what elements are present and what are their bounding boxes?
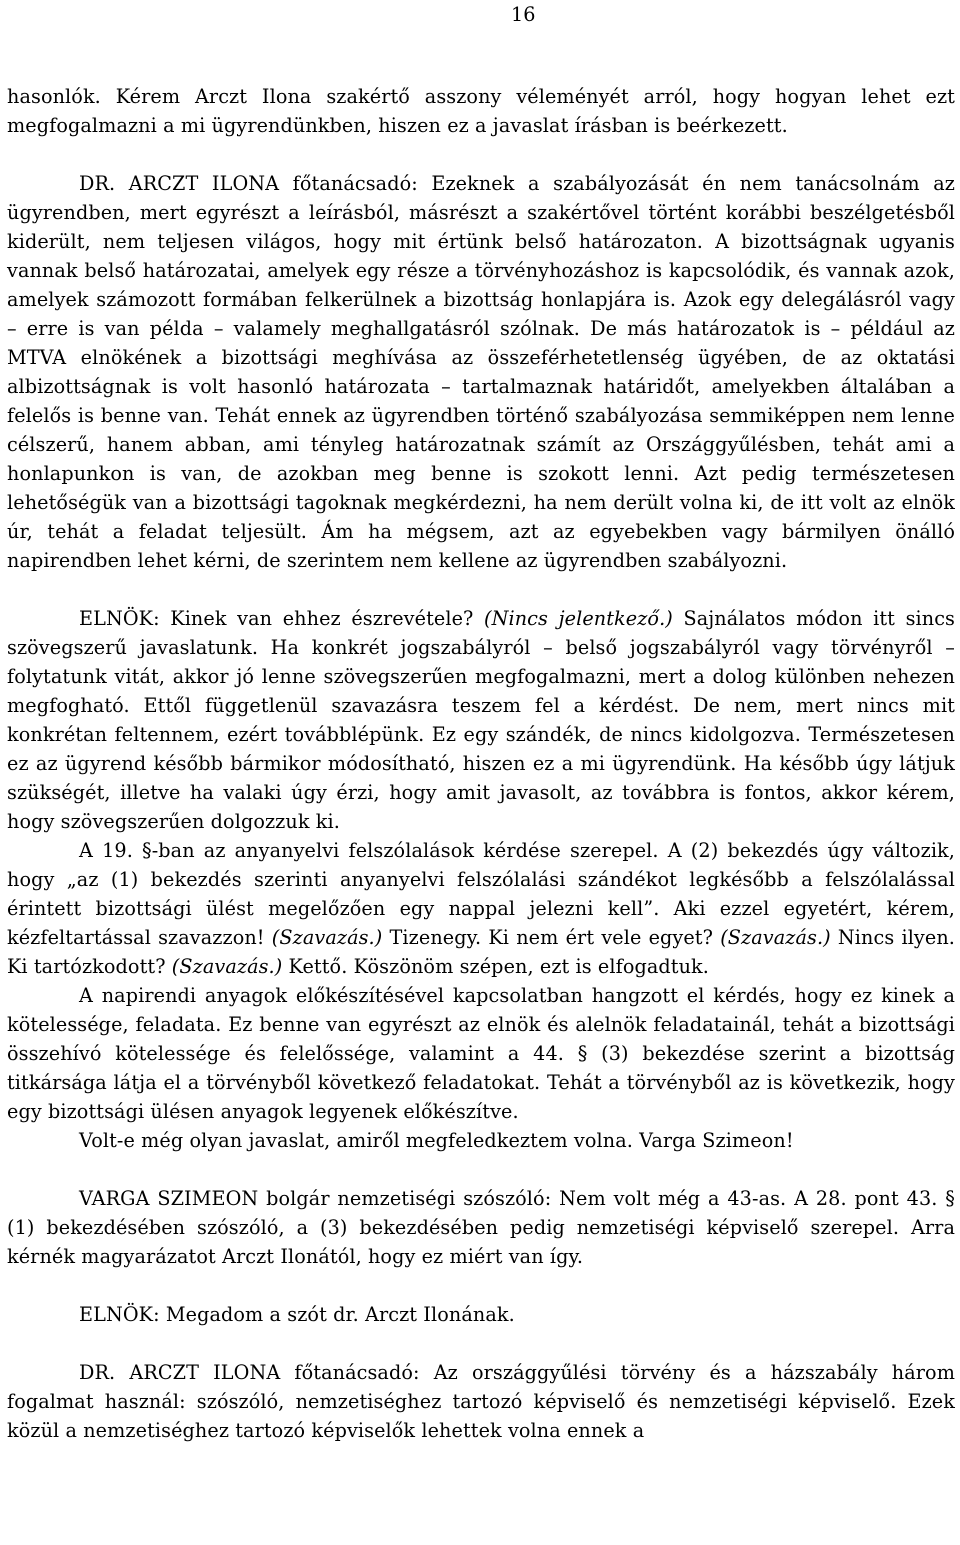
paragraph-text: DR. ARCZT ILONA főtanácsadó: Ezeknek a szabályozását én nem tanácsolnám az ügyrendben, mert egyrészt a leírásból, másrészt a szakértővel történt korábbi beszélgetésből kiderült, nem teljesen világos, hogy mit értünk belső határozaton. A bizottságnak ugyanis vannak belső határozatai, amelyek egy része a törvényhozáshoz is kapcsolódik, és vannak azok, amelyek számozott formában felkerülnek a bizottság honlapjára is. Azok egy delegálásról vagy – erre is van példa – valamely meghallgatásról szólnak. De más határozatok is – például az MTVA elnökének a bizottsági meghívása az összeférhetetlenség ügyében, de az oktatási albizottságnak is volt hasonló határozata – tartalmaznak határidőt, amelyekben általában a felelős is benne van. Tehát ennek az ügyrendben történő szabályozása semmiképpen nem lenne célszerű, hanem abban, ami tényleg határozatnak számít az Országgyűlésben, tehát ami a honlapunkon is van, de azokban meg benne is szokott lenni. Azt pedig természetesen lehetőségük van a bizottsági tagoknak megkérdezni, ha nem derült volna ki, de itt volt az elnök úr, tehát a feladat teljesült. Ám ha mégsem, azt az egyebekben vagy bármilyen önálló napirendben lehet kérni, de szerintem nem kellene az ügyrendben szabályozni. — [7, 172, 955, 572]
paragraph-text: hasonlók. Kérem Arczt Ilona szakértő asszony véleményét arról, hogy hogyan lehet ezt megfogalmazni a mi ügyrendünkben, hiszen ez a javaslat írásban is beérkezett. — [7, 85, 955, 137]
paragraph-text: Sajnálatos módon itt sincs szövegszerű javaslatunk. Ha konkrét jogszabályról – belső jogszabályról vagy törvényről – folytatunk vitát, akkor jó lenne szövegszerűen megfogalmazni, mert a dolog különben nehezen megfogható. Ettől függetlenül szavazásra teszem fel a kérdést. De nem, mert nincs mit konkrétan feltennem, ezért továbblépünk. Ez egy szándék, de nincs kidolgozva. Természetesen ez az ügyrend később bármikor módosítható, hiszen ez a mi ügyrendünk. Ha később úgy látjuk szükségét, illetve ha valaki úgy érzi, hogy amit javasolt, az továbbra is fontos, akkor kérem, hogy szövegszerűen dolgozzuk ki. — [7, 607, 956, 833]
paragraph-volt-e — [7, 1126, 955, 1155]
paragraph-text: VARGA SZIMEON bolgár nemzetiségi szószóló: Nem volt még a 43-as. A 28. pont 43. § (1) bekezdésében szószóló, a (3) bekezdésében pedig nemzetiségi képviselő szerepel. Arra kérnék magyarázatot Arczt Ilonától, hogy ez miért van így. — [7, 1187, 955, 1268]
stage-direction: (Szavazás.) — [271, 926, 383, 949]
paragraph-text: Nincs ilyen. Ki tartózkodott? — [7, 926, 955, 978]
paragraph-text: ELNÖK: Kinek van ehhez észrevétele? — [79, 607, 485, 630]
stage-direction: (Szavazás.) — [171, 955, 283, 978]
paragraph-varga — [7, 1184, 955, 1271]
paragraph-text: A 19. §-ban az anyanyelvi felszólalások kérdése szerepel. A (2) bekezdés úgy változik, hogy „az (1) bekezdés szerinti anyanyelvi felszólalási szándékot legkésőbb a felszólalással érintett bizottsági ülést megelőzően egy nappal jelezni kell”. Aki ezzel egyetért, kérem, kézfeltartással szavazzon! — [7, 839, 955, 949]
stage-direction: (Szavazás.) — [720, 926, 831, 949]
paragraph-text: A napirendi anyagok előkészítésével kapcsolatban hangzott el kérdés, hogy ez kinek a kötelessége, feladata. Ez benne van egyrészt az elnök és alelnök feladatainál, tehát a bizottsági összehívó kötelessége és felelőssége, valamint a 44. § (3) bekezdése szerint a bizottság titkársága látja el a törvényből következő feladatokat. Tehát a törvényből az is következik, hogy egy bizottsági ülésen anyagok legyenek előkészítve. — [7, 984, 955, 1123]
paragraph-text: Tizenegy. Ki nem ért vele egyet? — [382, 926, 721, 949]
paragraph-text: DR. ARCZT ILONA főtanácsadó: Az országgyűlési törvény és a házszabály három fogalmat használ: szószóló, nemzetiséghez tartozó képviselő és nemzetiségi képviselő. Ezek közül a nemzetiséghez tartozó képviselők lehettek volna ennek a — [7, 1361, 955, 1442]
paragraph-text: Kettő. Köszönöm szépen, ezt is elfogadtuk. — [282, 955, 709, 978]
paragraph-arczt-1 — [7, 169, 955, 575]
paragraph-elnok-2 — [7, 1300, 955, 1329]
page-number: 16 — [511, 3, 536, 26]
paragraph-arczt-2 — [7, 1358, 955, 1445]
paragraph-section-19 — [7, 836, 955, 981]
paragraph-elnok-1 — [7, 604, 955, 836]
paragraph-intro — [7, 82, 955, 140]
stage-direction: (Nincs jelentkező.) — [484, 607, 673, 630]
document-body — [7, 82, 955, 1445]
paragraph-text: Volt-e még olyan javaslat, amiről megfeledkeztem volna. Varga Szimeon! — [79, 1129, 794, 1152]
paragraph-text: ELNÖK: Megadom a szót dr. Arczt Ilonának. — [79, 1303, 515, 1326]
paragraph-napirendi — [7, 981, 955, 1126]
